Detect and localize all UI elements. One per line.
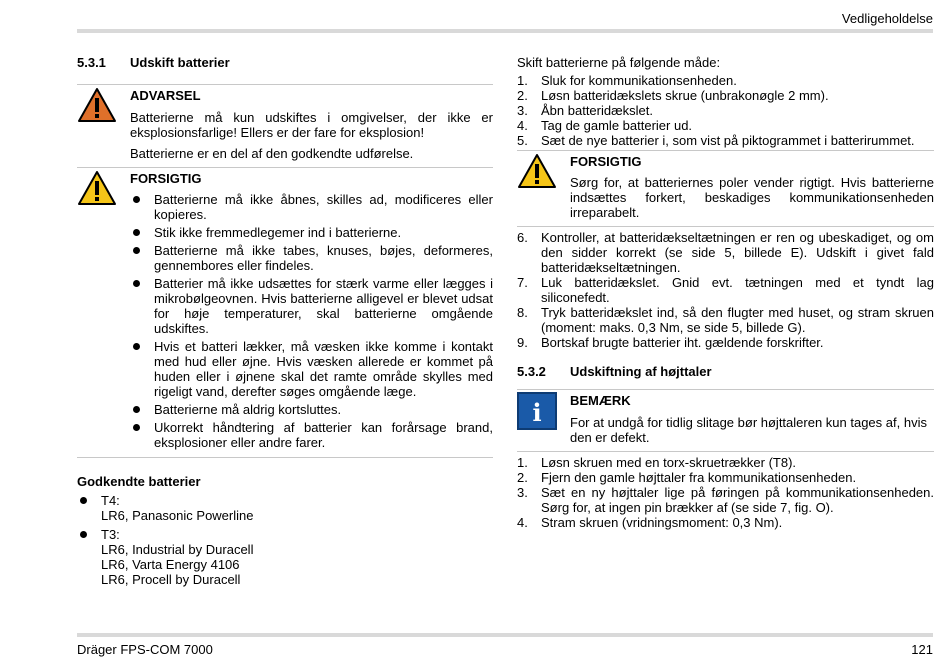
section-number: 5.3.1 <box>77 55 106 70</box>
bullet-icon <box>133 196 140 203</box>
step-text: Sæt de nye batterier i, som vist på piktogrammet i batterirummet. <box>541 133 915 148</box>
step-number: 3. <box>517 103 528 118</box>
warning-notice <box>77 85 493 161</box>
step-text: Stram skruen (vridningsmoment: 0,3 Nm). <box>541 515 783 530</box>
list-item <box>77 493 493 523</box>
list-item <box>130 339 493 399</box>
svg-text:i: i <box>532 398 542 427</box>
list-item <box>77 527 493 587</box>
list-item <box>130 276 493 336</box>
step-number: 6. <box>517 230 528 245</box>
bullet-icon <box>133 424 140 431</box>
bullet-icon <box>133 229 140 236</box>
approved-batteries-list <box>77 493 493 587</box>
warning-text-2: Batterierne er en del af den godkendte udførelse. <box>130 146 414 161</box>
procedure-steps-a <box>517 73 934 148</box>
note-title: BEMÆRK <box>570 393 631 408</box>
warning-triangle-icon <box>77 87 117 126</box>
caution-triangle-icon <box>77 170 117 209</box>
battery-class-label: T4: <box>101 493 120 508</box>
step-number: 4. <box>517 118 528 133</box>
caution-list <box>130 192 493 450</box>
step-text: Fjern den gamle højttaler fra kommunikationsenheden. <box>541 470 857 485</box>
list-item <box>517 230 934 275</box>
list-item-text: Hvis et batteri lækker, må væsken ikke komme i kontakt med hud eller øjne. Hvis væsken allerede er kommet på huden eller i øjnene skal det ramte område skylles med rigeligt vand, derefter søges omgående læge. <box>154 339 493 399</box>
bullet-icon <box>133 406 140 413</box>
list-item <box>130 192 493 222</box>
bullet-icon <box>80 531 87 538</box>
procedure-steps-c <box>517 455 934 530</box>
list-item <box>517 485 934 515</box>
procedure-intro: Skift batterierne på følgende måde: <box>517 55 721 70</box>
list-item-text: Ukorrekt håndtering af batterier kan forårsage brand, eksplosioner eller andre farer. <box>154 420 493 450</box>
section-heading <box>517 364 934 380</box>
bullet-icon <box>133 280 140 287</box>
list-item <box>130 243 493 273</box>
section-number: 5.3.2 <box>517 364 546 379</box>
list-item-text: Batterier må ikke udsættes for stærk varme eller lægges i mikrobølgeovnen. Hvis batterierne alligevel er blevet udsat for høje temperaturer, skal batterierne omgående udskiftes. <box>154 276 493 336</box>
step-text: Luk batteridækslet. Gnid evt. tætningen med et tyndt lag siliconefedt. <box>541 275 934 305</box>
step-number: 2. <box>517 470 528 485</box>
note-notice <box>517 390 934 445</box>
step-number: 2. <box>517 88 528 103</box>
list-item <box>130 420 493 450</box>
warning-title: ADVARSEL <box>130 88 201 103</box>
step-number: 5. <box>517 133 528 148</box>
list-item <box>130 402 493 417</box>
step-number: 7. <box>517 275 528 290</box>
list-item-text: Batterierne må ikke åbnes, skilles ad, modificeres eller kopieres. <box>154 192 493 222</box>
note-text: For at undgå for tidlig slitage bør højttaleren kun tages af, hvis den er defekt. <box>570 415 927 445</box>
step-text: Bortskaf brugte batterier iht. gældende forskrifter. <box>541 335 824 350</box>
step-number: 9. <box>517 335 528 350</box>
list-item <box>517 103 934 118</box>
list-item <box>517 133 934 148</box>
step-text: Tryk batteridækslet ind, så den flugter med huset, og stram skruen (moment: maks. 0,3 Nm, se side 5, billede G). <box>541 305 934 335</box>
section-title: Udskiftning af højttaler <box>570 364 712 379</box>
list-item <box>517 470 934 485</box>
caution-text: Sørg for, at batteriernes poler vender rigtigt. Hvis batterierne indsættes forkert, beskadiges kommunikationsenheden irreparabelt. <box>570 175 934 220</box>
step-text: Løsn skruen med en torx-skruetrækker (T8). <box>541 455 797 470</box>
step-text: Tag de gamle batterier ud. <box>541 118 693 133</box>
step-number: 1. <box>517 455 528 470</box>
caution-notice <box>517 151 934 220</box>
caution-notice <box>77 168 493 450</box>
battery-class-label: T3: <box>101 527 120 542</box>
list-item <box>130 225 493 240</box>
list-item <box>517 275 934 305</box>
step-text: Sluk for kommunikationsenheden. <box>541 73 737 88</box>
footer-rule <box>77 633 933 637</box>
section-heading <box>77 55 493 71</box>
step-number: 1. <box>517 73 528 88</box>
step-number: 8. <box>517 305 528 320</box>
caution-title: FORSIGTIG <box>570 154 642 169</box>
left-column <box>77 55 493 591</box>
list-item <box>517 515 934 530</box>
list-item <box>517 118 934 133</box>
list-item <box>517 73 934 88</box>
header-section-title: Vedligeholdelse <box>841 11 933 26</box>
battery-type: LR6, Panasonic Powerline <box>101 508 254 523</box>
page-number: 121 <box>911 642 933 657</box>
list-item <box>517 305 934 335</box>
procedure-steps-b <box>517 230 934 350</box>
caution-triangle-icon <box>517 153 557 192</box>
footer-product: Dräger FPS-COM 7000 <box>77 642 213 657</box>
step-text: Åbn batteridækslet. <box>541 103 654 118</box>
list-item <box>517 455 934 470</box>
battery-type: LR6, Procell by Duracell <box>101 572 241 587</box>
step-number: 4. <box>517 515 528 530</box>
step-text: Kontroller, at batteridækseltætningen er ren og ubeskadiget, og om den sidder korrekt (se side 5, billede E). Udskift i givet fald batteridækseltætningen. <box>541 230 934 275</box>
bullet-icon <box>133 247 140 254</box>
battery-type: LR6, Industrial by Duracell <box>101 542 254 557</box>
list-item-text: Batterierne må aldrig kortsluttes. <box>154 402 342 417</box>
section-title: Udskift batterier <box>130 55 230 70</box>
list-item <box>517 88 934 103</box>
caution-title: FORSIGTIG <box>130 171 202 186</box>
right-column <box>517 55 934 530</box>
warning-text: Batterierne må kun udskiftes i omgivelser, der ikke er eksplosionsfarlige! Ellers er der fare for eksplosion! <box>130 110 493 140</box>
step-text: Sæt en ny højttaler lige på føringen på kommunikationsenheden. Sørg for, at ingen pin brækker af (se side 7, fig. O). <box>541 485 934 515</box>
approved-batteries-title: Godkendte batterier <box>77 474 201 489</box>
step-number: 3. <box>517 485 528 500</box>
list-item-text: Stik ikke fremmedlegemer ind i batterierne. <box>154 225 402 240</box>
list-item <box>517 335 934 350</box>
header-rule <box>77 29 933 33</box>
list-item-text: Batterierne må ikke tabes, knuses, bøjes, deformeres, gennembores eller findeles. <box>154 243 493 273</box>
bullet-icon <box>133 343 140 350</box>
battery-type: LR6, Varta Energy 4106 <box>101 557 240 572</box>
bullet-icon <box>80 497 87 504</box>
info-icon <box>517 392 557 433</box>
step-text: Løsn batteridækslets skrue (unbrakonøgle 2 mm). <box>541 88 829 103</box>
